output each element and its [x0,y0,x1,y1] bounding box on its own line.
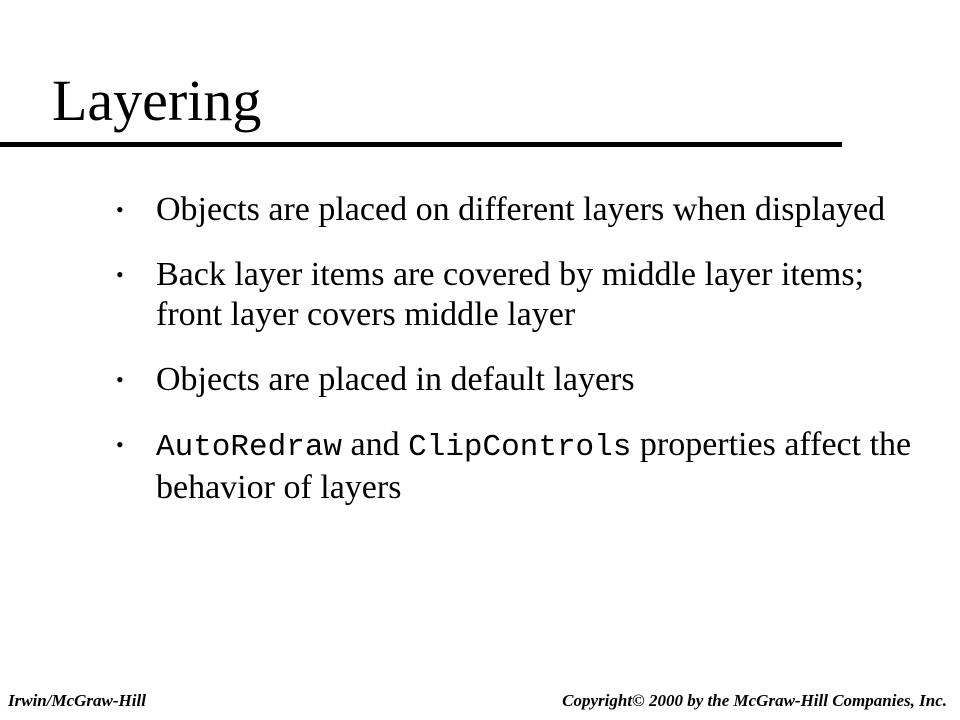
bullet-list [0,190,960,533]
code-term-clipcontrols: ClipControls [408,430,632,465]
bullet-text: and [342,426,409,463]
footer-publisher: Irwin/McGraw-Hill [8,691,146,710]
bullet-text: Objects are placed in default layers [156,361,635,398]
bullet-text: Objects are placed on different layers when displayed [156,191,886,228]
bullet-text: properties affect the behavior of layers [156,426,912,506]
bullet-dot-icon: • [116,432,124,457]
bullet-dot-icon: • [116,262,124,287]
bullet-item [0,255,916,335]
footer-copyright: Copyright© 2000 by the McGraw-Hill Companies, Inc. [562,691,947,710]
bullet-text: Back layer items are covered by middle layer items; front layer covers middle layer [156,256,865,333]
bullet-dot-icon: • [116,367,124,392]
code-term-autoredraw: AutoRedraw [156,430,343,465]
bullet-dot-icon: • [116,197,124,222]
slide-title: Layering [52,68,262,133]
title-underline [0,142,842,147]
bullet-item [0,360,916,400]
bullet-item [0,425,916,508]
bullet-item [0,190,916,230]
